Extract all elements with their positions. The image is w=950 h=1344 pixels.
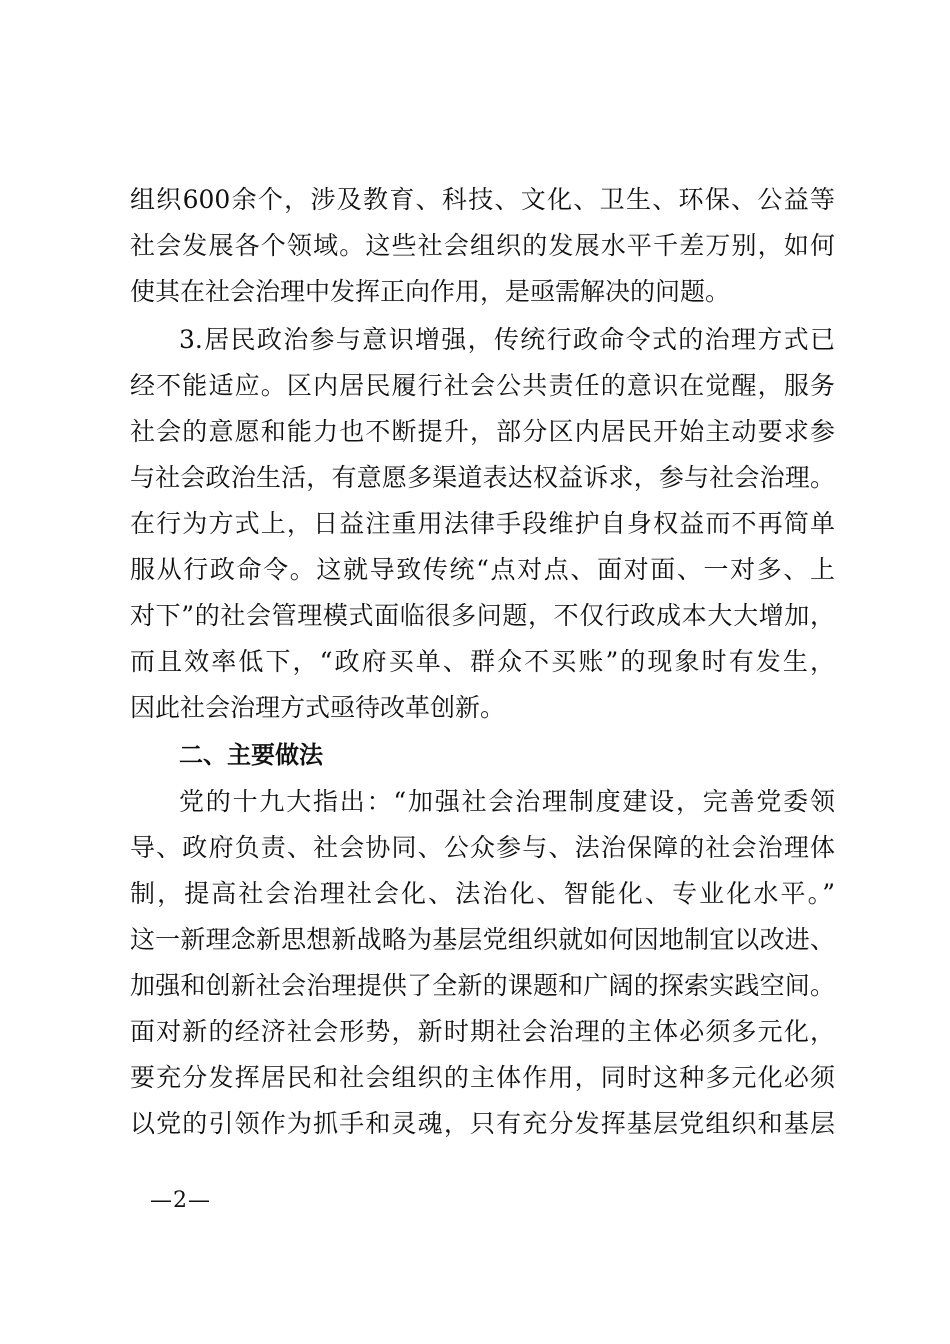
body-text-line: 党的十九大指出：“加强社会治理制度建设，完善党委领 xyxy=(179,787,835,816)
body-text-line: 经不能适应。区内居民履行社会公共责任的意识在觉醒，服务 xyxy=(130,371,835,400)
body-text-line: 要充分发挥居民和社会组织的主体作用，同时这种多元化必须 xyxy=(130,1063,835,1092)
body-text-line: 而且效率低下，“政府买单、群众不买账”的现象时有发生， xyxy=(130,647,835,676)
page-number: —2— xyxy=(150,1188,211,1213)
body-text-line: 对下”的社会管理模式面临很多问题，不仅行政成本大大增加， xyxy=(130,601,835,630)
body-text-line: 这一新理念新思想新战略为基层党组织就如何因地制宜以改进、 xyxy=(130,925,835,954)
section-heading: 二、主要做法 xyxy=(179,741,323,769)
body-text-line: 服从行政命令。这就导致传统“点对点、面对面、一对多、上 xyxy=(130,555,835,584)
body-text-line: 社会的意愿和能力也不断提升，部分区内居民开始主动要求参 xyxy=(130,417,835,446)
body-text-line: 与社会政治生活，有意愿多渠道表达权益诉求，参与社会治理。 xyxy=(130,463,835,492)
body-text-line: 以党的引领作为抓手和灵魂，只有充分发挥基层党组织和基层 xyxy=(130,1109,835,1138)
body-text-line: 组织600余个，涉及教育、科技、文化、卫生、环保、公益等 xyxy=(130,185,835,214)
body-text-line: 因此社会治理方式亟待改革创新。 xyxy=(130,693,506,722)
body-text-line: 制，提高社会治理社会化、法治化、智能化、专业化水平。” xyxy=(130,879,835,908)
body-text-line: 社会发展各个领域。这些社会组织的发展水平千差万别，如何 xyxy=(130,231,835,260)
body-text-line: 在行为方式上，日益注重用法律手段维护自身权益而不再简单 xyxy=(130,509,835,538)
body-text-line: 使其在社会治理中发挥正向作用，是亟需解决的问题。 xyxy=(130,277,731,306)
body-text-line: 导、政府负责、社会协同、公众参与、法治保障的社会治理体 xyxy=(130,833,835,862)
body-text-line: 加强和创新社会治理提供了全新的课题和广阔的探索实践空间。 xyxy=(130,971,835,1000)
body-text-line: 面对新的经济社会形势，新时期社会治理的主体必须多元化， xyxy=(130,1017,835,1046)
body-text-line: 3.居民政治参与意识增强，传统行政命令式的治理方式已 xyxy=(179,325,835,354)
